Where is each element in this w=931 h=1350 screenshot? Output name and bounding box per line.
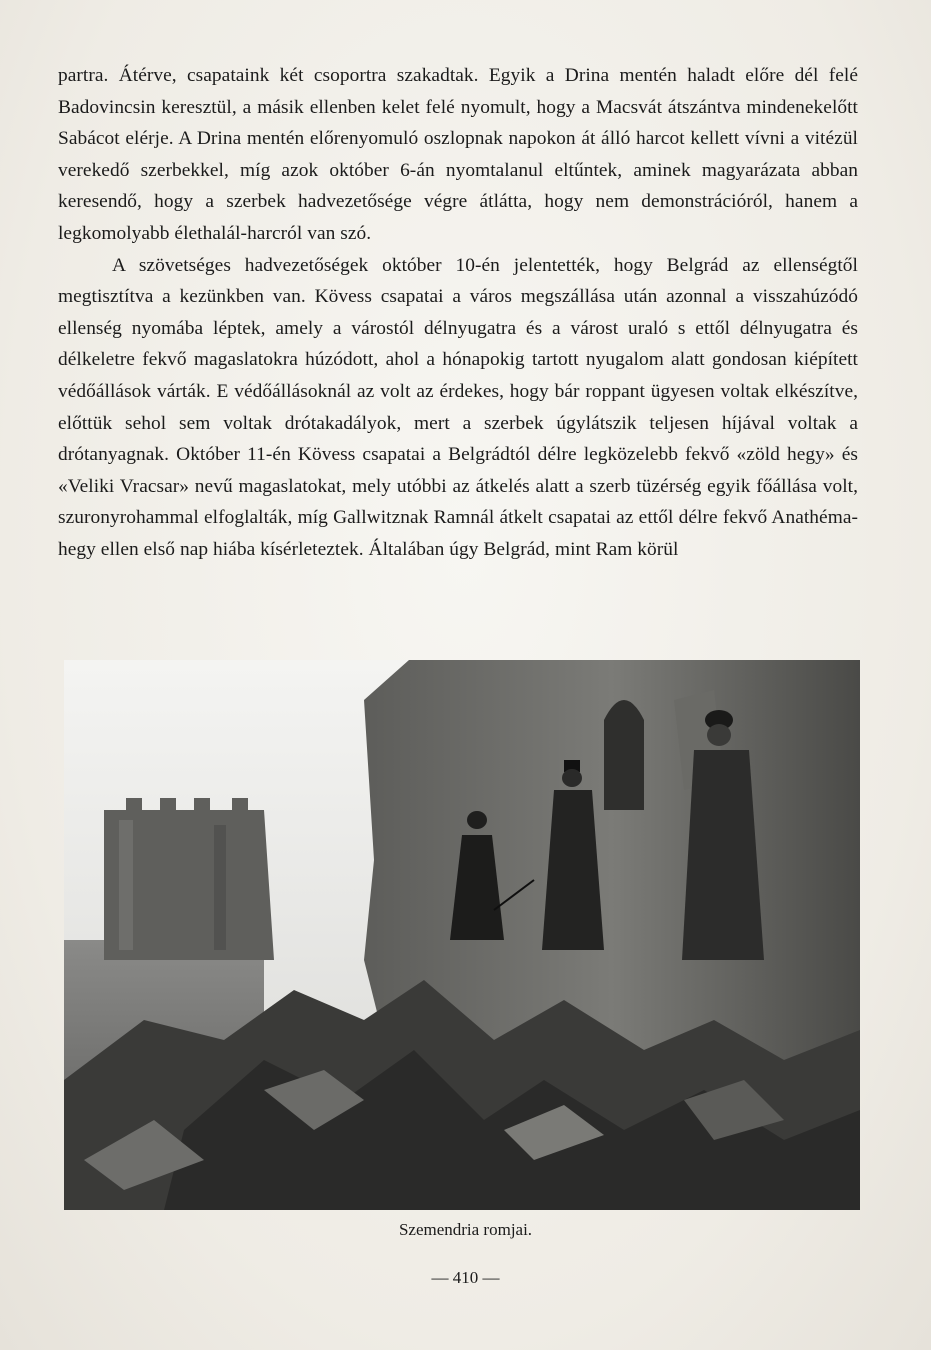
body-text [58, 60, 858, 566]
paragraph-1: partra. Átérve, csapataink két csoportra szakadtak. Egyik a Drina mentén haladt előre dél felé Badovincsin keresztül, a másik ellenben kelet felé nyomult, hogy a Macsvát átszántva mindenekelőtt Sabácot elérje. A Drina mentén előrenyomuló oszlopnak napokon át álló harcot kellett vívni a vitézül verekedő szerbekkel, míg azok október 6-án nyomtalanul eltűntek, aminek magyarázata abban keresendő, hogy a szerbek hadvezetősége végre átlátta, hogy nem demonstrációról, hanem a legkomolyabb élethalál-harcról van szó. [58, 65, 858, 244]
figure-caption: Szemendria romjai. [398, 1220, 533, 1239]
paragraph-2: A szövetséges hadvezetőségek október 10-én jelentették, hogy Belgrád az ellenségtől megtisztítva a kezünkben van. Kövess csapatai a város megszállása után azonnal a visszahúzódó ellenség nyomába léptek, amely a várostól délnyugatra és a várost uraló s ettől délnyugatra és délkeletre fekvő magaslatokra húzódott, ahol a hónapokig tartott nyugalom alatt gondosan kiépített védőállások várták. E védőállásoknál az volt az érdekes, hogy bár roppant ügyesen voltak elkészítve, előttük sehol sem voltak drótakadályok, mert a szerbek úgylátszik teljesen híjával voltak a drótanyagnak. Október 11-én Kövess csapatai a Belgrádtól délre legközelebb fekvő «zöld hegy» és «Veliki Vracsar» nevű magaslatokat, mely utóbbi az átkelés alatt a szerb tüzérség egyik főállása volt, szuronyrohammal elfoglalták, míg Gallwitznak Ramnál átkelt csapatai az ettől délre fekvő Anathéma-hegy ellen első nap hiába kísérleteztek. Általában úgy Belgrád, mint Ram körül [58, 254, 858, 560]
page-number: — 410 — [431, 1268, 500, 1287]
photograph-szemendria-ruins [64, 660, 860, 1210]
photograph-illustration [64, 660, 860, 1210]
